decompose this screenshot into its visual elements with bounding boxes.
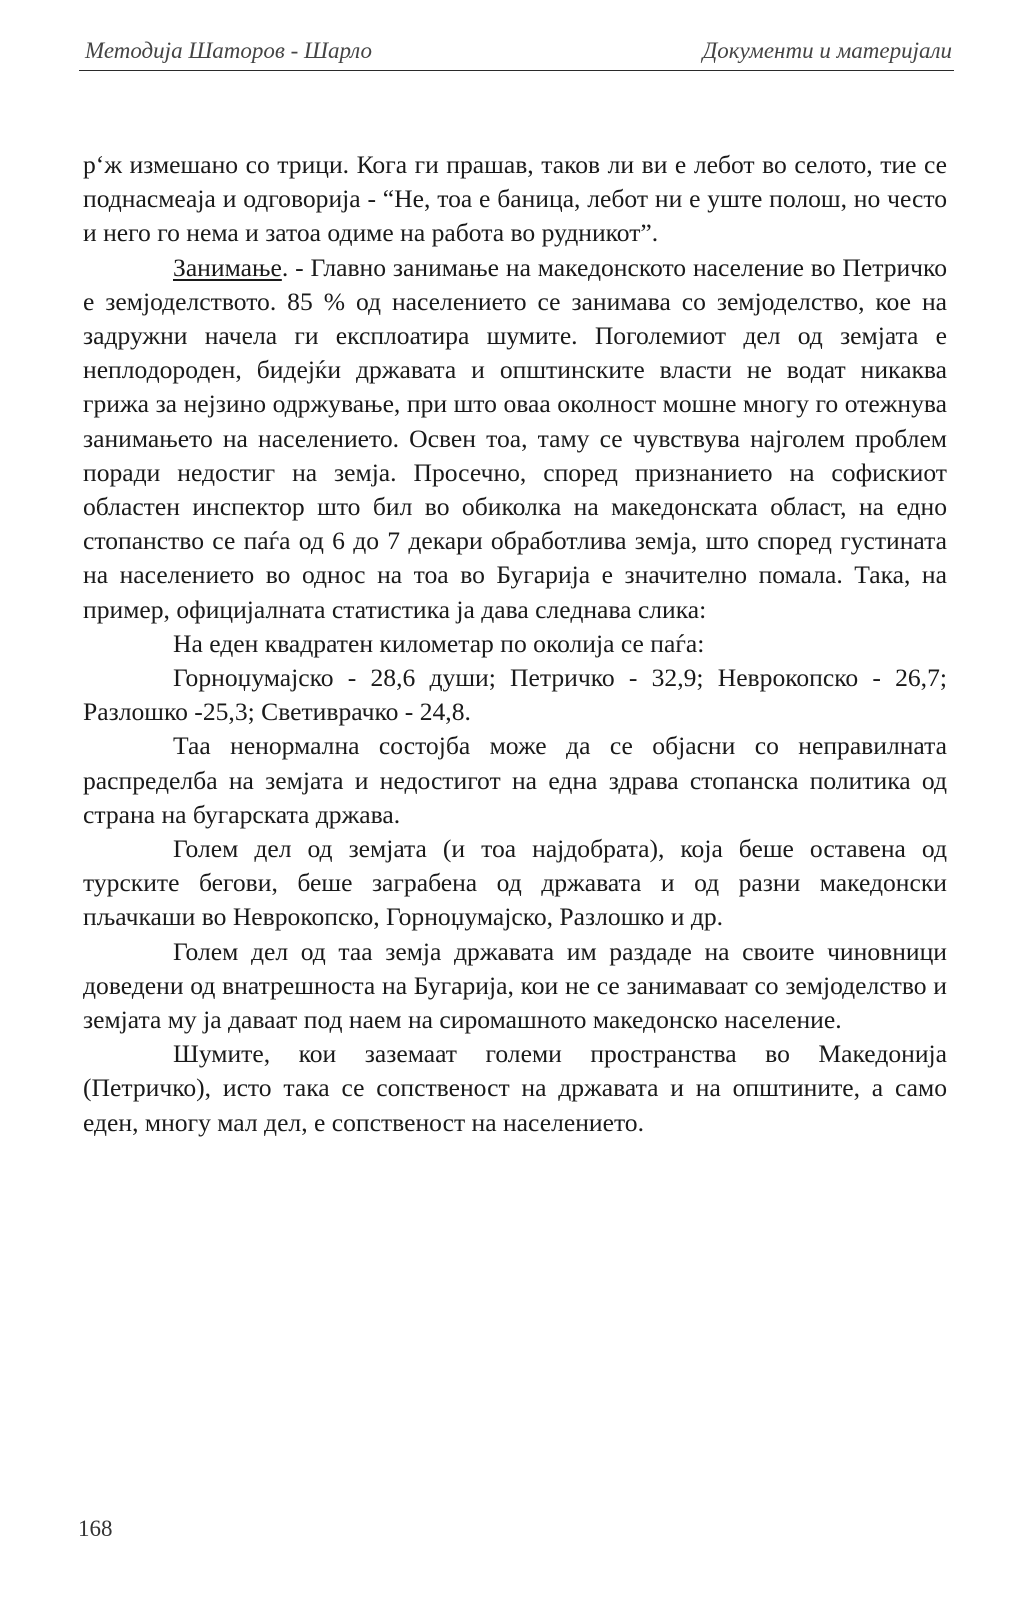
paragraph: Шумите, кои заземаат големи пространства во Македонија (Петричко), исто така се сопственост на државата и на општините, а само еден, многу мал дел, е сопственост на населението. [83,1039,947,1137]
page-number: 168 [78,1516,113,1541]
paragraph: Горноџумајско - 28,6 души; Петричко - 32,9; Неврокопско - 26,7; Разлошко -25,3; Светиврачко - 24,8. [83,663,947,727]
paragraph-text: . - Главно занимање на македонското население во Петричко е земјоделството. 85 % од населението се занимава со земјоделство, кое на задружни начела ги експлоатира шумите. Поголемиот дел од земјата е неплодороден, бидејќи државата и општинските власти не водат никаква грижа за нејзино одржување, при што оваа околност мошне многу го отежнува занимањето на населението. Освен тоа, таму се чувствува најголем проблем поради недостиг на земја. Просечно, според признанието на софискиот областен инспектор што бил во обиколка на македонската област, на едно стопанство се паѓа од 6 до 7 декари обработлива земја, што според густината на населението во однос на тоа во Бугарија е значително помала. Така, на пример, официјалната статистика ја дава следнава слика: [83,252,947,624]
paragraph-occupation [83,251,947,627]
running-head [79,36,954,71]
paragraph: р‘ж измешано со трици. Кога ги прашав, таков ли ви е лебот во селото, тие се поднасмеаја и одговорија - “Не, тоа е баница, лебот ни е уште полош, но често и него го нема и затоа одиме на работа во рудникот”. [83,150,947,248]
paragraph: Голем дел од земјата (и тоа најдобрата), која беше оставена од турските бегови, беше заграбена од државата и од разни македонски пљачкаши во Неврокопско, Горноџумајско, Разлошко и др. [83,834,947,932]
paragraph: Голем дел од таа земја државата им раздаде на своите чиновници доведени од внатрешноста на Бугарија, кои не се занимаваат со земјоделство и земјата му ја даваат под наем на сиромашното македонско население. [83,936,947,1035]
body-text [83,148,947,1140]
header-author: Методија Шаторов - Шарло [85,38,372,63]
header-section: Документи и материјали [702,38,952,63]
paragraph: На еден квадратен километар по околија се паѓа: [173,628,705,658]
section-heading: Занимање [173,252,282,282]
paragraph: Таа ненормална состојба може да се објасни со неправилната распределба на земјата и недостигот на една здрава стопанска политика од страна на бугарската држава. [83,731,947,829]
